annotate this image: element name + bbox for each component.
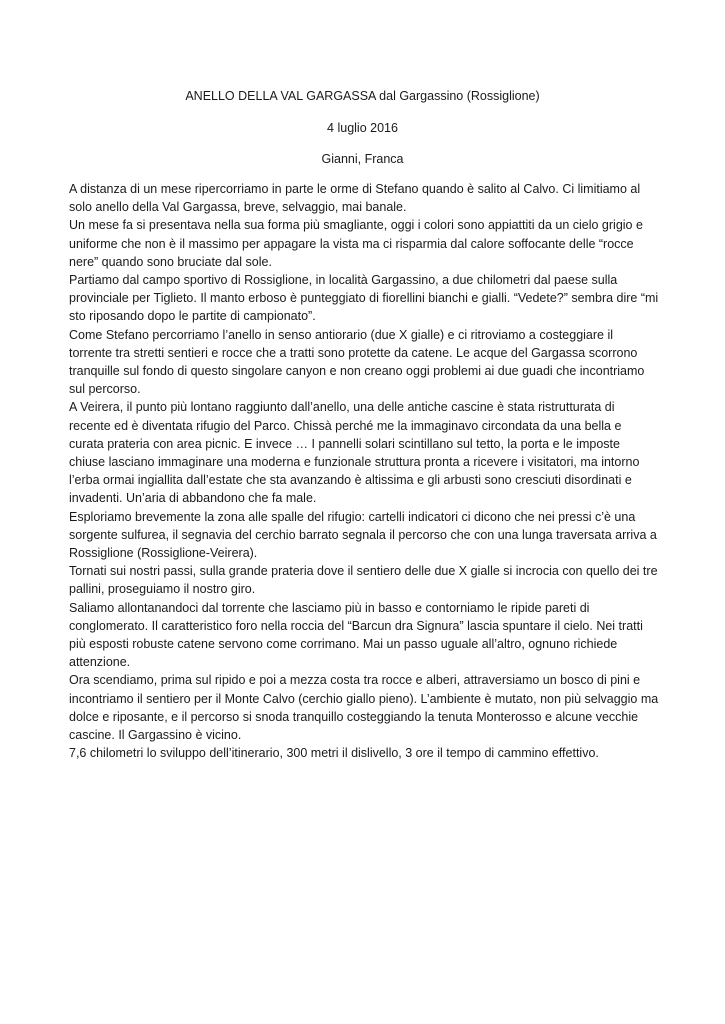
paragraph-6: Esploriamo brevemente la zona alle spalle del rifugio: cartelli indicatori ci dicono che nei pressi c’è una sorgente sulfurea, il segnavia del cerchio barrato segnala il percorso che con una lunga traversata arriva a Rossiglione (Rossiglione-Veirera). — [69, 509, 657, 561]
document-title: ANELLO DELLA VAL GARGASSA dal Gargassino (Rossiglione) — [185, 89, 540, 103]
paragraph-10: 7,6 chilometri lo sviluppo dell’itinerario, 300 metri il dislivello, 3 ore il tempo di cammino effettivo. — [69, 746, 599, 761]
paragraph-1: A distanza di un mese ripercorriamo in parte le orme di Stefano quando è salito al Calvo. Ci limitiamo al solo anello della Val Gargassa, breve, selvaggio, mai banale. — [69, 182, 641, 215]
paragraph-7: Tornati sui nostri passi, sulla grande prateria dove il sentiero delle due X gialle si incrocia con quello dei tre pallini, proseguiamo il nostro giro. — [69, 564, 658, 597]
document-date: 4 luglio 2016 — [327, 121, 398, 135]
document-body — [69, 180, 659, 763]
paragraph-9: Ora scendiamo, prima sul ripido e poi a mezza costa tra rocce e alberi, attraversiamo un bosco di pini e incontriamo il sentiero per il Monte Calvo (cerchio giallo pieno). L’ambiente è mutato, non più selvaggio ma dolce e riposante, e il percorso si snoda tranquillo costeggiando la tenuta Monterosso e alcune vecchie cascine. Il Gargassino è vicino. — [69, 673, 659, 743]
document-authors: Gianni, Franca — [321, 152, 404, 166]
paragraph-3: Partiamo dal campo sportivo di Rossiglione, in località Gargassino, a due chilometri dal paese sulla provinciale per Tiglieto. Il manto erboso è punteggiato di fiorellini bianchi e gialli. “Vedete?” sembra dire “mi sto riposando dopo le partite di campionato”. — [69, 273, 659, 324]
paragraph-4: Come Stefano percorriamo l’anello in senso antiorario (due X gialle) e ci ritroviamo a costeggiare il torrente tra stretti sentieri e rocce che a tratti sono protette da catene. Le acque del Gargassa scorrono tranquille sul fondo di questo singolare canyon e non creano oggi problemi ai due guadi che incontriamo sul percorso. — [69, 327, 645, 397]
paragraph-2: Un mese fa si presentava nella sua forma più smagliante, oggi i colori sono appiattiti da un cielo grigio e uniforme che non è il massimo per appagare la vista ma ci risparmia dal calore soffocante delle “rocce nere” quando sono bruciate dal sole. — [69, 218, 643, 269]
paragraph-5: A Veirera, il punto più lontano raggiunto dall’anello, una delle antiche cascine è stata ristrutturata di recente ed è diventata rifugio del Parco. Chissà perché me la immaginavo circondata da una bella e curata prateria con area picnic. E invece … I pannelli solari scintillano sul tetto, la porta e le imposte chiuse lasciano immaginare una moderna e funzionale struttura pronta a ricevere i visitatori, ma intorno l’erba ormai ingiallita dall’estate che sta avanzando è altissima e gli arbusti sono cresciuti disordinati e invadenti. Un’aria di abbandono che fa male. — [69, 400, 640, 506]
paragraph-8: Saliamo allontanandoci dal torrente che lasciamo più in basso e contorniamo le ripide pareti di conglomerato. Il caratteristico foro nella roccia del “Barcun dra Signura” lascia spuntare il cielo. Nei tratti più esposti robuste catene servono come corrimano. Mai un passo uguale all’altro, ognuno richiede attenzione. — [69, 600, 643, 670]
